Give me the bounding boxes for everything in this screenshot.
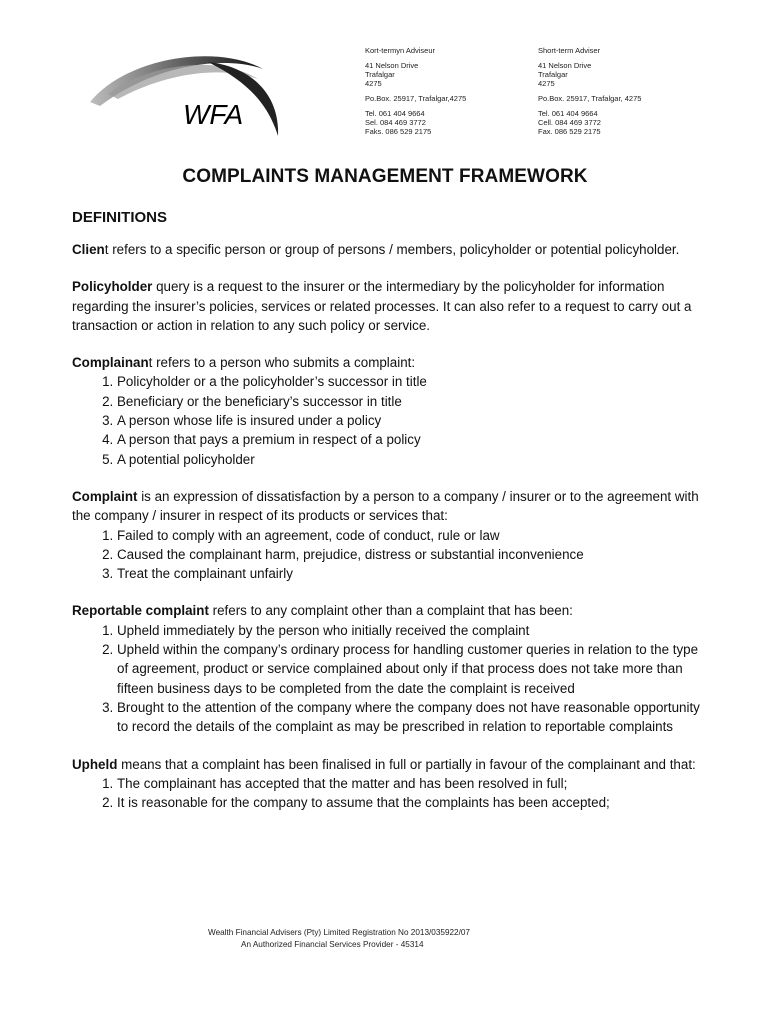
contact-numbers: Tel. 061 404 9664 Sel. 084 469 3772 Faks. 086 529 2175 bbox=[365, 109, 432, 136]
header-address-afrikaans bbox=[365, 46, 525, 142]
definition-text bbox=[72, 487, 702, 526]
definition-description: is an expression of dissatisfaction by a person to a company / insurer or to the agreement with the company / insurer in respect of its products or services that: bbox=[72, 488, 699, 524]
definition-paragraph bbox=[72, 240, 702, 259]
list-item: 3. Brought to the attention of the company where the company does not have reasonable opportunity to record the details of the complaint as may be prescribed in relation to reportable complaints bbox=[117, 698, 702, 737]
list-item: 1. Failed to comply with an agreement, code of conduct, rule or law bbox=[117, 526, 702, 545]
logo-text: WFA bbox=[183, 99, 244, 130]
street-address: 41 Nelson Drive Trafalgar 4275 bbox=[365, 61, 419, 88]
street-address: 41 Nelson Drive Trafalgar 4275 bbox=[538, 61, 592, 88]
definition-description: query is a request to the insurer or the intermediary by the policyholder for information regarding the insurer’s policies, services or related processes. It can also refer to a request to carry out a transaction or action in relation to any such policy or service. bbox=[72, 279, 692, 333]
definition-term: Complainan bbox=[72, 355, 149, 371]
definition-term: Policyholder bbox=[72, 279, 153, 295]
numbered-list bbox=[72, 621, 702, 737]
definition-text bbox=[72, 755, 702, 774]
definition-description: means that a complaint has been finalised in full or partially in favour of the complainant and that: bbox=[117, 756, 696, 772]
definitions-list bbox=[72, 240, 702, 812]
numbered-list bbox=[72, 372, 702, 468]
definition-term: Complaint bbox=[72, 488, 138, 504]
list-item: 1. The complainant has accepted that the matter and has been resolved in full; bbox=[117, 774, 702, 793]
definition-description: refers to any complaint other than a complaint that has been: bbox=[208, 603, 573, 619]
definition-description: t refers to a person who submits a complaint: bbox=[148, 355, 416, 371]
definition-paragraph bbox=[72, 755, 702, 813]
definition-text bbox=[72, 277, 702, 335]
company-logo bbox=[88, 44, 288, 154]
list-item: 5. A potential policyholder bbox=[117, 450, 702, 469]
definition-term: Reportable complaint bbox=[72, 603, 209, 619]
definition-description: t refers to a specific person or group of persons / members, policyholder or potential policyholder. bbox=[104, 242, 680, 257]
definition-paragraph bbox=[72, 601, 702, 736]
definition-text bbox=[72, 240, 702, 259]
po-box: Po.Box. 25917, Trafalgar, 4275 bbox=[538, 94, 642, 103]
numbered-list bbox=[72, 774, 702, 813]
definition-paragraph bbox=[72, 487, 702, 583]
list-item: 2. It is reasonable for the company to assume that the complaints has been accepted; bbox=[117, 793, 702, 812]
definition-text bbox=[72, 601, 702, 620]
adviser-title: Short-term Adviser bbox=[538, 46, 601, 55]
list-item: 3. A person whose life is insured under a policy bbox=[117, 411, 702, 430]
definition-term: Upheld bbox=[72, 756, 118, 772]
wfa-swoosh-logo bbox=[88, 44, 288, 154]
po-box: Po.Box. 25917, Trafalgar,4275 bbox=[365, 94, 467, 103]
list-item: 1. Upheld immediately by the person who initially received the complaint bbox=[117, 621, 702, 640]
list-item: 3. Treat the complainant unfairly bbox=[117, 564, 702, 583]
definition-term: Clien bbox=[72, 242, 105, 257]
footer-registration: Wealth Financial Advisers (Pty) Limited Registration No 2013/035922/07 bbox=[208, 928, 470, 937]
definition-paragraph bbox=[72, 277, 702, 335]
list-item: 2. Beneficiary or the beneficiary’s successor in title bbox=[117, 392, 702, 411]
footer-fsp: An Authorized Financial Services Provider - 45314 bbox=[241, 940, 424, 949]
document-body bbox=[72, 208, 702, 830]
definition-paragraph bbox=[72, 353, 702, 469]
list-item: 4. A person that pays a premium in respect of a policy bbox=[117, 430, 702, 449]
list-item: 2. Upheld within the company’s ordinary process for handling customer queries in relation to the type of agreement, product or service complained about only if that process does not take more than fifteen business days to be completed from the date the complaint is received bbox=[117, 640, 702, 698]
header-address-english bbox=[538, 46, 708, 142]
definition-text bbox=[72, 353, 702, 372]
adviser-title: Kort-termyn Adviseur bbox=[365, 46, 436, 55]
contact-numbers: Tel. 061 404 9664 Cell. 084 469 3772 Fax. 086 529 2175 bbox=[538, 109, 601, 136]
section-heading: DEFINITIONS bbox=[72, 209, 168, 226]
numbered-list bbox=[72, 526, 702, 584]
list-item: 2. Caused the complainant harm, prejudice, distress or substantial inconvenience bbox=[117, 545, 702, 564]
document-title: COMPLAINTS MANAGEMENT FRAMEWORK bbox=[182, 166, 588, 187]
list-item: 1. Policyholder or a the policyholder’s successor in title bbox=[117, 372, 702, 391]
